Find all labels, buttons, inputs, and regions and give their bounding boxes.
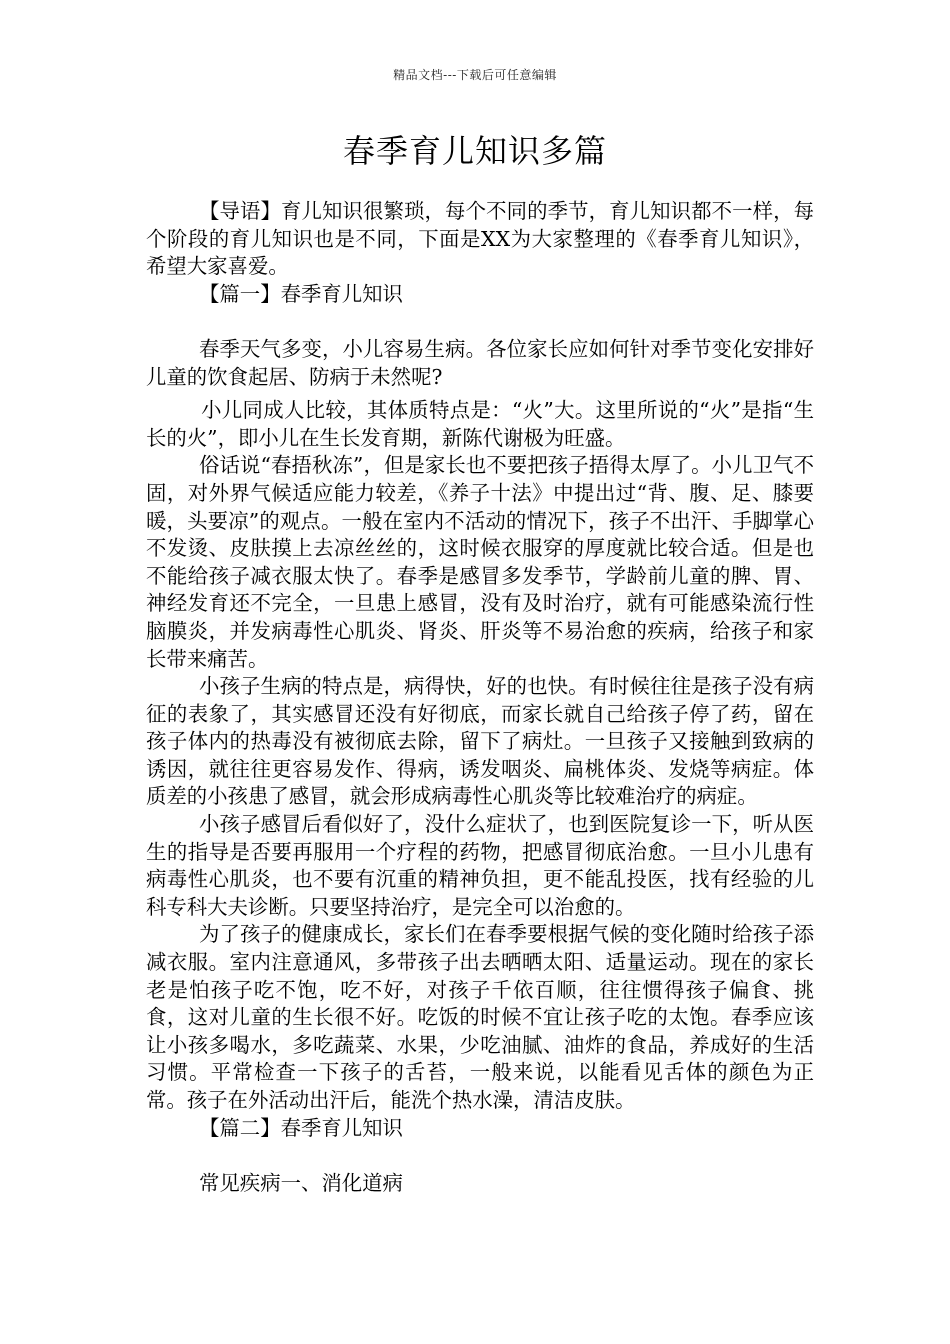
body-paragraph: 春季天气多变，小儿容易生病。各位家长应如何针对季节变化安排好儿童的饮食起居、防病于未然呢? <box>146 336 814 389</box>
body-paragraph: 俗话说“春捂秋冻”，但是家长也不要把孩子捂得太厚了。小儿卫气不固，对外界气候适应能力较差，《养子十法》中提出过“背、腹、足、膝要暖，头要凉”的观点。一般在室内不活动的情况下，孩子不出汗、手脚掌心不发烫、皮肤摸上去凉丝丝的，这时候衣服穿的厚度就比较合适。但是也不能给孩子减衣服太快了。春季是感冒多发季节，学龄前儿童的脾、胃、神经发育还不完全，一旦患上感冒，没有及时治疗，就有可能感染流行性脑膜炎，并发病毒性心肌炎、肾炎、肝炎等不易治愈的疾病，给孩子和家长带来痛苦。 <box>146 453 814 671</box>
document-body <box>146 198 814 1197</box>
body-paragraph: 为了孩子的健康成长，家长们在春季要根据气候的变化随时给孩子添减衣服。室内注意通风，多带孩子出去晒晒太阳、适量运动。现在的家长老是怕孩子吃不饱，吃不好，对孩子千依百顺，往往惯得孩子偏食、挑食，这对儿童的生长很不好。吃饭的时候不宜让孩子吃的太饱。春季应该让小孩多喝水，多吃蔬菜、水果，少吃油腻、油炸的食品，养成好的生活习惯。平常检查一下孩子的舌苔，一般来说，以能看见舌体的颜色为正常。孩子在外活动出汗后，能洗个热水澡，清洁皮肤。 <box>146 922 814 1112</box>
body-paragraph: 小儿同成人比较，其体质特点是：“火”大。这里所说的“火”是指“生长的火”，即小儿在生长发育期，新陈代谢极为旺盛。 <box>146 398 814 450</box>
body-paragraph: 小孩子生病的特点是，病得快，好的也快。有时候往往是孩子没有病征的表象了，其实感冒还没有好彻底，而家长就自己给孩子停了药，留在孩子体内的热毒没有被彻底去除，留下了病灶。一旦孩子又接触到致病的诱因，就往往更容易发作、得病，诱发咽炎、扁桃体炎、发烧等病症。体质差的小孩患了感冒，就会形成病毒性心肌炎等比较难治疗的病症。 <box>146 674 814 809</box>
page-header-note: 精品文档---下载后可任意编辑 <box>393 68 557 82</box>
intro-paragraph: 【导语】育儿知识很繁琐，每个不同的季节，育儿知识都不一样，每个阶段的育儿知识也是不同，下面是XX为大家整理的《春季育儿知识》，希望大家喜爱。 <box>146 199 814 279</box>
section-heading-two: 【篇二】春季育儿知识 <box>199 1115 403 1140</box>
section-heading-one: 【篇一】春季育儿知识 <box>199 281 403 306</box>
document-title: 春季育儿知识多篇 <box>342 132 607 170</box>
subsection-heading: 常见疾病一、消化道病 <box>199 1170 403 1195</box>
body-paragraph: 小孩子感冒后看似好了，没什么症状了，也到医院复诊一下，听从医生的指导是否要再服用一个疗程的药物，把感冒彻底治愈。一旦小儿患有病毒性心肌炎，也不要有沉重的精神负担，更不能乱投医，找有经验的儿科专科大夫诊断。只要坚持治疗，是完全可以治愈的。 <box>146 812 814 919</box>
